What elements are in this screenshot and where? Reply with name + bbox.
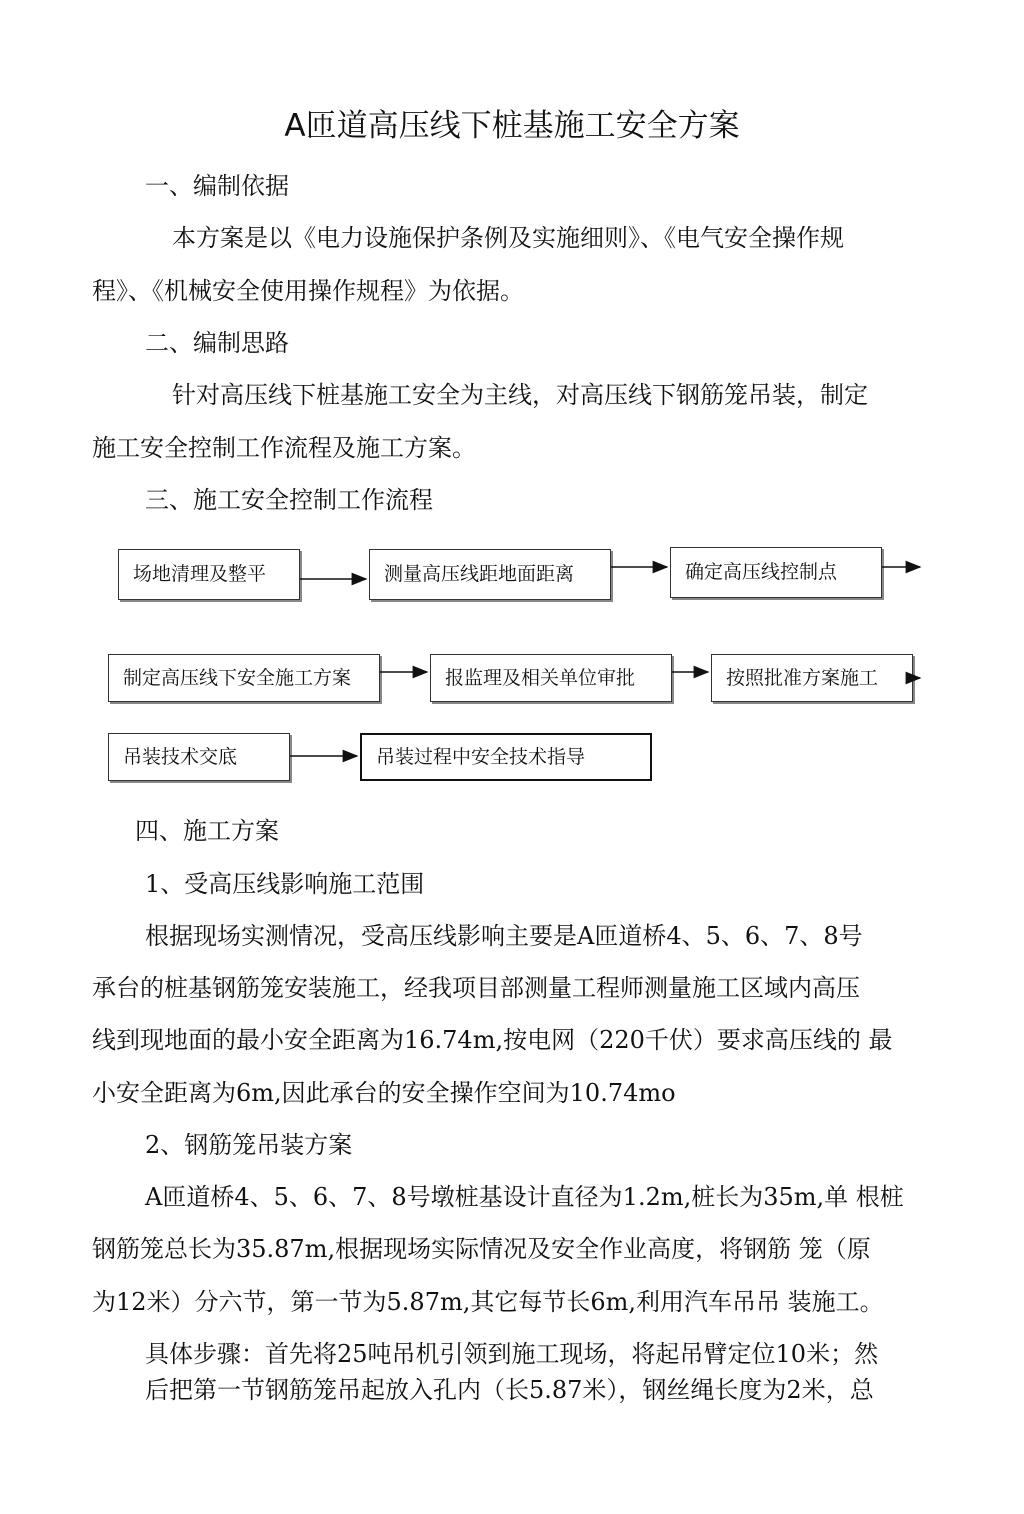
flow-step-7: 吊装技术交底 <box>108 733 290 781</box>
page-title: A匝道高压线下桩基施工安全方案 <box>284 108 740 144</box>
flow-step-2: 测量高压线距地面距离 <box>369 549 611 600</box>
paragraph-line: 为12米）分六节，第一节为5.87m,其它每节长6m,利用汽车吊吊 装施工。 <box>92 1288 884 1316</box>
flow-step-1: 场地清理及整平 <box>118 549 300 600</box>
paragraph-line: 线到现地面的最小安全距离为16.74m,按电网（220千伏）要求高压线的 最 <box>92 1026 893 1054</box>
flow-step-3: 确定高压线控制点 <box>670 547 882 598</box>
section-4-heading: 四、施工方案 <box>135 817 279 845</box>
paragraph-line: 具体步骤：首先将25吨吊机引领到施工现场，将起吊臂定位10米；然 <box>145 1340 879 1368</box>
subsection-1-heading: 1、受高压线影响施工范围 <box>145 870 425 898</box>
flow-step-8: 吊装过程中安全技术指导 <box>360 733 652 781</box>
flow-step-6: 按照批准方案施工 <box>711 654 913 702</box>
paragraph-line: 针对高压线下桩基施工安全为主线，对高压线下钢筋笼吊装，制定 <box>172 381 868 409</box>
paragraph-line: 小安全距离为6m,因此承台的安全操作空间为10.74mo <box>92 1079 676 1107</box>
paragraph-line: 本方案是以《电力设施保护条例及实施细则》、《电气安全操作规 <box>172 224 844 252</box>
flow-step-4: 制定高压线下安全施工方案 <box>108 654 380 702</box>
paragraph-line: 根据现场实测情况，受高压线影响主要是A匝道桥4、5、6、7、8号 <box>145 922 863 950</box>
paragraph-line: 承台的桩基钢筋笼安装施工，经我项目部测量工程师测量施工区域内高压 <box>92 974 860 1002</box>
section-1-heading: 一、编制依据 <box>145 172 289 200</box>
paragraph-line: 钢筋笼总长为35.87m,根据现场实际情况及安全作业高度，将钢筋 笼（原 <box>92 1235 871 1263</box>
section-3-heading: 三、施工安全控制工作流程 <box>145 486 433 514</box>
paragraph-line: A匝道桥4、5、6、7、8号墩桩基设计直径为1.2m,桩长为35m,单 根桩 <box>145 1183 904 1211</box>
subsection-2-heading: 2、钢筋笼吊装方案 <box>145 1131 353 1159</box>
section-2-heading: 二、编制思路 <box>145 329 289 357</box>
paragraph-line: 程》、《机械安全使用操作规程》为依据。 <box>92 277 524 305</box>
paragraph-line: 施工安全控制工作流程及施工方案。 <box>92 434 476 462</box>
flow-step-5: 报监理及相关单位审批 <box>430 654 672 702</box>
paragraph-line: 后把第一节钢筋笼吊起放入孔内（长5.87米），钢丝绳长度为2米，总 <box>145 1376 874 1404</box>
